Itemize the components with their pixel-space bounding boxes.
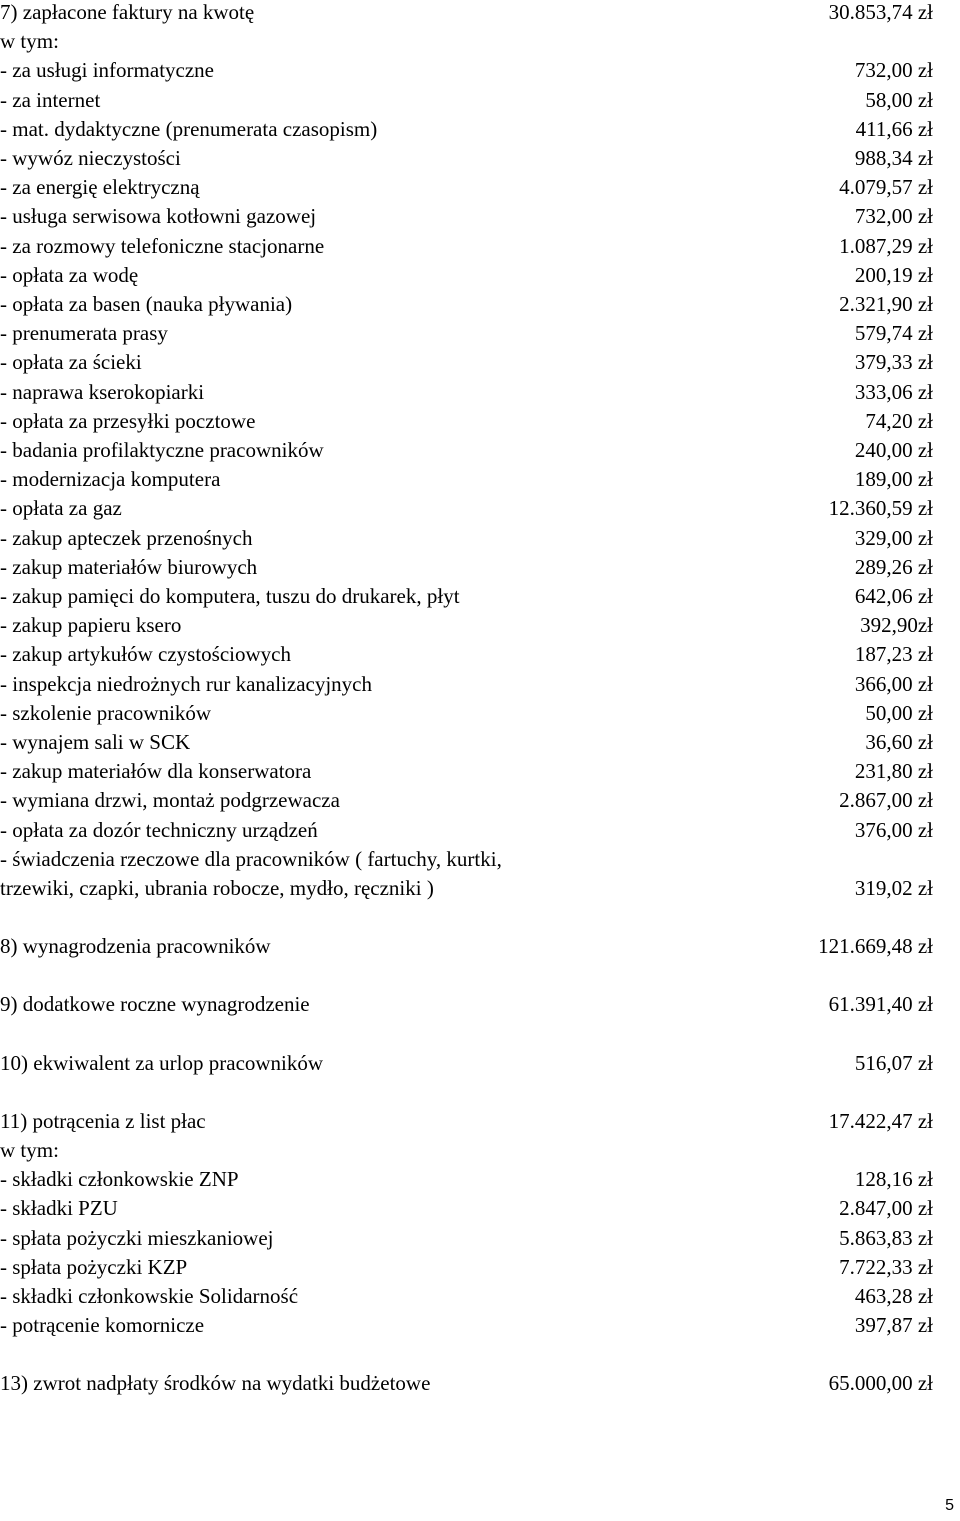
document-line [0,845,960,874]
document-line [0,86,960,115]
line-amount: 17.422,47 zł [828,1109,933,1133]
line-amount: 379,33 zł [854,350,933,374]
page-number: 5 [945,1497,954,1514]
line-label: - badania profilaktyczne pracowników [0,438,324,462]
line-label: - inspekcja niedrożnych rur kanalizacyjnych [0,672,373,696]
line-amount: 366,00 zł [854,672,933,696]
line-amount: 2.847,00 zł [839,1196,933,1220]
document-line [0,1282,960,1311]
line-label: - zakup pamięci do komputera, tuszu do drukarek, płyt [0,584,460,608]
line-amount: 2.867,00 zł [839,788,933,812]
document-line [0,494,960,523]
line-label: - modernizacja komputera [0,467,221,491]
document-line [0,232,960,261]
document-line [0,1311,960,1340]
line-label: - zakup papieru ksero [0,613,182,637]
line-amount: 61.391,40 zł [828,992,933,1016]
line-amount: 50,00 zł [865,701,933,725]
line-label: - opłata za wodę [0,263,139,287]
document-line [0,115,960,144]
line-amount: 74,20 zł [865,409,933,433]
document-line [0,816,960,845]
line-label: - zakup materiałów dla konserwatora [0,759,312,783]
line-amount: 4.079,57 zł [839,175,933,199]
line-amount: 463,28 zł [854,1284,933,1308]
line-label: - opłata za basen (nauka pływania) [0,292,293,316]
line-label: - wymiana drzwi, montaż podgrzewacza [0,788,340,812]
line-label: 8) wynagrodzenia pracowników [0,934,271,958]
document-line [0,290,960,319]
line-label: - za energię elektryczną [0,175,200,199]
line-amount: 2.321,90 zł [839,292,933,316]
line-amount: 36,60 zł [865,730,933,754]
line-label: - za usługi informatyczne [0,58,214,82]
document-line [0,1369,960,1398]
document-line [0,407,960,436]
line-amount: 187,23 zł [854,642,933,666]
document-line [0,144,960,173]
line-amount: 7.722,33 zł [839,1255,933,1279]
line-amount: 189,00 zł [854,467,933,491]
document-line [0,582,960,611]
document-line [0,261,960,290]
document-line [0,1049,960,1078]
line-label: 11) potrącenia z list płac [0,1109,206,1133]
document-line [0,465,960,494]
document-line [0,728,960,757]
line-amount: 30.853,74 zł [828,0,933,24]
line-label: 7) zapłacone faktury na kwotę [0,0,255,24]
line-amount: 579,74 zł [854,321,933,345]
document-line [0,173,960,202]
line-amount: 289,26 zł [854,555,933,579]
line-amount: 516,07 zł [854,1051,933,1075]
line-label: - szkolenie pracowników [0,701,212,725]
line-label: - składki członkowskie ZNP [0,1167,239,1191]
line-amount: 732,00 zł [854,58,933,82]
line-label: w tym: [0,1138,59,1162]
line-label: trzewiki, czapki, ubrania robocze, mydło, ręczniki ) [0,876,434,900]
line-label: - wynajem sali w SCK [0,730,191,754]
document-line [0,699,960,728]
line-label: - zakup artykułów czystościowych [0,642,291,666]
document-line [0,378,960,407]
document-line [0,319,960,348]
document-line [0,1194,960,1223]
line-label: - opłata za dozór techniczny urządzeń [0,818,318,842]
document-line [0,524,960,553]
document-line [0,757,960,786]
document-line [0,348,960,377]
line-amount: 5.863,83 zł [839,1226,933,1250]
line-amount: 121.669,48 zł [818,934,933,958]
line-label: - składki PZU [0,1196,118,1220]
line-amount: 240,00 zł [854,438,933,462]
line-amount: 392,90zł [860,613,933,637]
document-line [0,1165,960,1194]
line-label: - opłata za ścieki [0,350,142,374]
line-label: - naprawa kserokopiarki [0,380,205,404]
document-line [0,874,960,903]
line-label: - opłata za gaz [0,496,122,520]
line-amount: 397,87 zł [854,1313,933,1337]
line-label: - mat. dydaktyczne (prenumerata czasopism) [0,117,378,141]
line-amount: 376,00 zł [854,818,933,842]
line-amount: 1.087,29 zł [839,234,933,258]
line-label: - opłata za przesyłki pocztowe [0,409,256,433]
document-line [0,670,960,699]
line-label: - usługa serwisowa kotłowni gazowej [0,204,317,228]
document-line [0,990,960,1019]
document-line [0,1224,960,1253]
line-amount: 732,00 zł [854,204,933,228]
document-line [0,436,960,465]
line-label: - wywóz nieczystości [0,146,181,170]
document-line [0,553,960,582]
line-amount: 333,06 zł [854,380,933,404]
document-line [0,1107,960,1136]
line-amount: 200,19 zł [854,263,933,287]
line-label: - zakup apteczek przenośnych [0,526,253,550]
line-label: 13) zwrot nadpłaty środków na wydatki budżetowe [0,1371,431,1395]
line-label: w tym: [0,29,59,53]
line-label: - za internet [0,88,101,112]
line-amount: 319,02 zł [854,876,933,900]
line-amount: 58,00 zł [865,88,933,112]
line-amount: 988,34 zł [854,146,933,170]
document-line [0,932,960,961]
line-label: - potrącenie komornicze [0,1313,205,1337]
document-line [0,611,960,640]
line-label: - składki członkowskie Solidarność [0,1284,299,1308]
document-line [0,56,960,85]
line-amount: 65.000,00 zł [828,1371,933,1395]
document-line [0,0,960,27]
line-label: - za rozmowy telefoniczne stacjonarne [0,234,325,258]
line-label: 10) ekwiwalent za urlop pracowników [0,1051,324,1075]
line-amount: 642,06 zł [854,584,933,608]
line-amount: 329,00 zł [854,526,933,550]
document-line [0,202,960,231]
line-label: - świadczenia rzeczowe dla pracowników ( fartuchy, kurtki, [0,847,502,871]
line-label: - spłata pożyczki KZP [0,1255,188,1279]
document-line [0,27,960,56]
line-label: - prenumerata prasy [0,321,168,345]
line-label: - zakup materiałów biurowych [0,555,258,579]
line-label: 9) dodatkowe roczne wynagrodzenie [0,992,310,1016]
document-line [0,640,960,669]
line-amount: 231,80 zł [854,759,933,783]
line-amount: 411,66 zł [855,117,933,141]
document-line [0,1136,960,1165]
line-amount: 128,16 zł [854,1167,933,1191]
document-line [0,1253,960,1282]
line-label: - spłata pożyczki mieszkaniowej [0,1226,274,1250]
document-line [0,786,960,815]
line-amount: 12.360,59 zł [828,496,933,520]
